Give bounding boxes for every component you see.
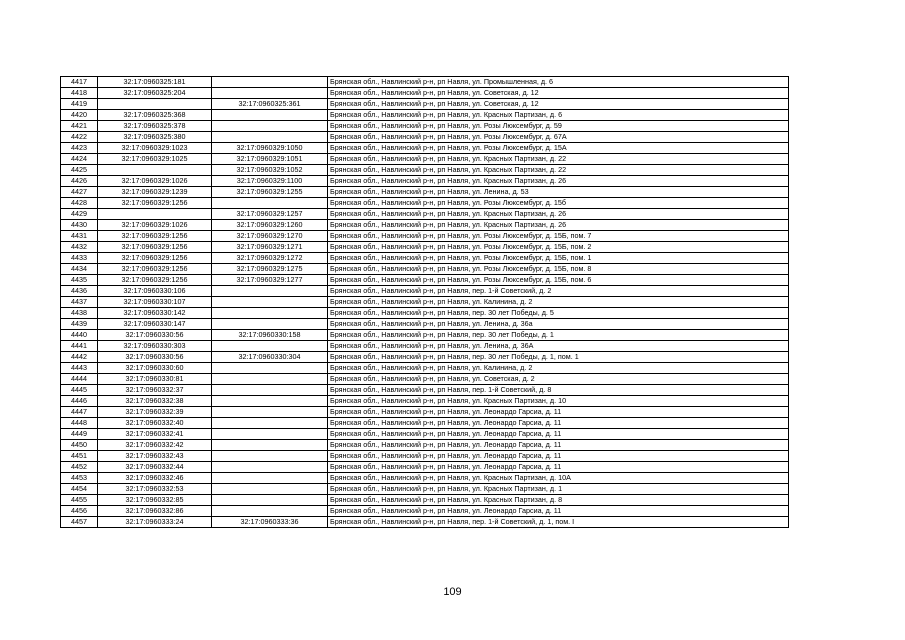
- linked-cadastral-number-cell: 32:17:0960329:1270: [212, 231, 328, 242]
- address-cell: Брянская обл., Навлинский р-н, рп Навля, ул. Розы Люксембург, д. 15Б, пом. 1: [328, 253, 789, 264]
- cadastral-number-cell: 32:17:0960330:81: [98, 374, 212, 385]
- row-number-cell: 4443: [61, 363, 98, 374]
- address-cell: Брянская обл., Навлинский р-н, рп Навля, ул. Красных Партизан, д. 26: [328, 209, 789, 220]
- address-cell: Брянская обл., Навлинский р-н, рп Навля, пер. 30 лет Победы, д. 5: [328, 308, 789, 319]
- address-cell: Брянская обл., Навлинский р-н, рп Навля, пер. 1-й Советский, д. 1, пом. I: [328, 517, 789, 528]
- row-number-cell: 4432: [61, 242, 98, 253]
- table-row: [61, 363, 789, 374]
- linked-cadastral-number-cell: [212, 297, 328, 308]
- row-number-cell: 4449: [61, 429, 98, 440]
- cadastral-number-cell: 32:17:0960330:147: [98, 319, 212, 330]
- row-number-cell: 4452: [61, 462, 98, 473]
- address-cell: Брянская обл., Навлинский р-н, рп Навля, ул. Ленина, д. 36а: [328, 319, 789, 330]
- address-cell: Брянская обл., Навлинский р-н, рп Навля, ул. Леонардо Гарсиа, д. 11: [328, 506, 789, 517]
- address-cell: Брянская обл., Навлинский р-н, рп Навля, ул. Леонардо Гарсиа, д. 11: [328, 429, 789, 440]
- address-cell: Брянская обл., Навлинский р-н, рп Навля, ул. Красных Партизан, д. 22: [328, 165, 789, 176]
- cadastral-number-cell: 32:17:0960332:53: [98, 484, 212, 495]
- cadastral-number-cell: 32:17:0960332:40: [98, 418, 212, 429]
- table-row: [61, 220, 789, 231]
- linked-cadastral-number-cell: 32:17:0960329:1277: [212, 275, 328, 286]
- row-number-cell: 4426: [61, 176, 98, 187]
- linked-cadastral-number-cell: 32:17:0960329:1257: [212, 209, 328, 220]
- table-row: [61, 165, 789, 176]
- cadastral-number-cell: [98, 99, 212, 110]
- cadastral-number-cell: 32:17:0960330:56: [98, 352, 212, 363]
- row-number-cell: 4445: [61, 385, 98, 396]
- row-number-cell: 4454: [61, 484, 98, 495]
- row-number-cell: 4439: [61, 319, 98, 330]
- address-cell: Брянская обл., Навлинский р-н, рп Навля, ул. Калинина, д. 2: [328, 297, 789, 308]
- linked-cadastral-number-cell: 32:17:0960329:1260: [212, 220, 328, 231]
- cadastral-number-cell: 32:17:0960332:42: [98, 440, 212, 451]
- linked-cadastral-number-cell: 32:17:0960329:1275: [212, 264, 328, 275]
- row-number-cell: 4421: [61, 121, 98, 132]
- table-row: [61, 517, 789, 528]
- table-row: [61, 484, 789, 495]
- linked-cadastral-number-cell: [212, 418, 328, 429]
- row-number-cell: 4436: [61, 286, 98, 297]
- cadastral-number-cell: 32:17:0960329:1025: [98, 154, 212, 165]
- row-number-cell: 4422: [61, 132, 98, 143]
- row-number-cell: 4423: [61, 143, 98, 154]
- cadastral-number-cell: 32:17:0960329:1026: [98, 176, 212, 187]
- row-number-cell: 4427: [61, 187, 98, 198]
- linked-cadastral-number-cell: [212, 495, 328, 506]
- row-number-cell: 4451: [61, 451, 98, 462]
- cadastral-number-cell: 32:17:0960329:1256: [98, 242, 212, 253]
- cadastral-number-cell: 32:17:0960329:1256: [98, 198, 212, 209]
- cadastral-number-cell: [98, 165, 212, 176]
- linked-cadastral-number-cell: 32:17:0960329:1100: [212, 176, 328, 187]
- address-cell: Брянская обл., Навлинский р-н, рп Навля, ул. Леонардо Гарсиа, д. 11: [328, 407, 789, 418]
- row-number-cell: 4456: [61, 506, 98, 517]
- address-cell: Брянская обл., Навлинский р-н, рп Навля, пер. 30 лет Победы, д. 1, пом. 1: [328, 352, 789, 363]
- cadastral-number-cell: 32:17:0960325:378: [98, 121, 212, 132]
- row-number-cell: 4417: [61, 77, 98, 88]
- table-row: [61, 143, 789, 154]
- linked-cadastral-number-cell: [212, 132, 328, 143]
- table-row: [61, 396, 789, 407]
- table-row: [61, 121, 789, 132]
- row-number-cell: 4448: [61, 418, 98, 429]
- cadastral-number-cell: 32:17:0960330:303: [98, 341, 212, 352]
- address-cell: Брянская обл., Навлинский р-н, рп Навля, ул. Красных Партизан, д. 8: [328, 495, 789, 506]
- table-row: [61, 99, 789, 110]
- table-row: [61, 352, 789, 363]
- row-number-cell: 4440: [61, 330, 98, 341]
- address-cell: Брянская обл., Навлинский р-н, рп Навля, ул. Розы Люксембург, д. 15А: [328, 143, 789, 154]
- table-row: [61, 495, 789, 506]
- table-row: [61, 462, 789, 473]
- cadastral-number-cell: 32:17:0960330:142: [98, 308, 212, 319]
- linked-cadastral-number-cell: [212, 484, 328, 495]
- row-number-cell: 4425: [61, 165, 98, 176]
- row-number-cell: 4433: [61, 253, 98, 264]
- address-cell: Брянская обл., Навлинский р-н, рп Навля, ул. Розы Люксембург, д. 15б: [328, 198, 789, 209]
- linked-cadastral-number-cell: 32:17:0960330:158: [212, 330, 328, 341]
- cadastral-number-cell: 32:17:0960329:1239: [98, 187, 212, 198]
- table-row: [61, 110, 789, 121]
- address-cell: Брянская обл., Навлинский р-н, рп Навля, ул. Леонардо Гарсиа, д. 11: [328, 418, 789, 429]
- table-row: [61, 187, 789, 198]
- linked-cadastral-number-cell: 32:17:0960329:1272: [212, 253, 328, 264]
- cadastral-number-cell: 32:17:0960330:106: [98, 286, 212, 297]
- cadastral-number-cell: 32:17:0960330:56: [98, 330, 212, 341]
- row-number-cell: 4453: [61, 473, 98, 484]
- linked-cadastral-number-cell: [212, 407, 328, 418]
- table-row: [61, 374, 789, 385]
- table-row: [61, 297, 789, 308]
- address-cell: Брянская обл., Навлинский р-н, рп Навля, ул. Красных Партизан, д. 6: [328, 110, 789, 121]
- linked-cadastral-number-cell: [212, 88, 328, 99]
- linked-cadastral-number-cell: 32:17:0960329:1255: [212, 187, 328, 198]
- cadastral-number-cell: 32:17:0960332:44: [98, 462, 212, 473]
- linked-cadastral-number-cell: [212, 440, 328, 451]
- address-cell: Брянская обл., Навлинский р-н, рп Навля, ул. Розы Люксембург, д. 15Б, пом. 6: [328, 275, 789, 286]
- address-cell: Брянская обл., Навлинский р-н, рп Навля, ул. Красных Партизан, д. 22: [328, 154, 789, 165]
- linked-cadastral-number-cell: 32:17:0960329:1271: [212, 242, 328, 253]
- table-row: [61, 264, 789, 275]
- table-row: [61, 286, 789, 297]
- table-row: [61, 231, 789, 242]
- cadastral-number-cell: 32:17:0960332:85: [98, 495, 212, 506]
- address-cell: Брянская обл., Навлинский р-н, рп Навля, ул. Ленина, д. 36А: [328, 341, 789, 352]
- address-cell: Брянская обл., Навлинский р-н, рп Навля, ул. Розы Люксембург, д. 15Б, пом. 8: [328, 264, 789, 275]
- linked-cadastral-number-cell: [212, 341, 328, 352]
- linked-cadastral-number-cell: [212, 396, 328, 407]
- cadastral-number-cell: 32:17:0960332:39: [98, 407, 212, 418]
- row-number-cell: 4442: [61, 352, 98, 363]
- linked-cadastral-number-cell: [212, 506, 328, 517]
- cadastral-number-cell: 32:17:0960325:368: [98, 110, 212, 121]
- address-cell: Брянская обл., Навлинский р-н, рп Навля, ул. Красных Партизан, д. 10А: [328, 473, 789, 484]
- row-number-cell: 4446: [61, 396, 98, 407]
- address-cell: Брянская обл., Навлинский р-н, рп Навля, ул. Красных Партизан, д. 26: [328, 176, 789, 187]
- cadastral-number-cell: 32:17:0960329:1256: [98, 253, 212, 264]
- table-row: [61, 451, 789, 462]
- address-cell: Брянская обл., Навлинский р-н, рп Навля, ул. Леонардо Гарсиа, д. 11: [328, 451, 789, 462]
- table-row: [61, 341, 789, 352]
- table-row: [61, 440, 789, 451]
- address-cell: Брянская обл., Навлинский р-н, рп Навля, ул. Калинина, д. 2: [328, 363, 789, 374]
- row-number-cell: 4441: [61, 341, 98, 352]
- table-row: [61, 253, 789, 264]
- registry-table: [60, 76, 789, 528]
- row-number-cell: 4455: [61, 495, 98, 506]
- address-cell: Брянская обл., Навлинский р-н, рп Навля, пер. 1-й Советский, д. 8: [328, 385, 789, 396]
- cadastral-number-cell: 32:17:0960325:204: [98, 88, 212, 99]
- table-row: [61, 88, 789, 99]
- linked-cadastral-number-cell: [212, 198, 328, 209]
- table-row: [61, 209, 789, 220]
- address-cell: Брянская обл., Навлинский р-н, рп Навля, ул. Советская, д. 12: [328, 99, 789, 110]
- cadastral-number-cell: 32:17:0960329:1026: [98, 220, 212, 231]
- linked-cadastral-number-cell: [212, 308, 328, 319]
- cadastral-number-cell: 32:17:0960329:1256: [98, 275, 212, 286]
- linked-cadastral-number-cell: 32:17:0960329:1051: [212, 154, 328, 165]
- address-cell: Брянская обл., Навлинский р-н, рп Навля, ул. Розы Люксембург, д. 59: [328, 121, 789, 132]
- row-number-cell: 4429: [61, 209, 98, 220]
- cadastral-number-cell: 32:17:0960332:43: [98, 451, 212, 462]
- address-cell: Брянская обл., Навлинский р-н, рп Навля, ул. Леонардо Гарсиа, д. 11: [328, 462, 789, 473]
- table-row: [61, 154, 789, 165]
- linked-cadastral-number-cell: 32:17:0960330:304: [212, 352, 328, 363]
- cadastral-number-cell: 32:17:0960329:1023: [98, 143, 212, 154]
- table-row: [61, 330, 789, 341]
- cadastral-number-cell: 32:17:0960329:1256: [98, 231, 212, 242]
- linked-cadastral-number-cell: [212, 429, 328, 440]
- linked-cadastral-number-cell: [212, 363, 328, 374]
- row-number-cell: 4428: [61, 198, 98, 209]
- address-cell: Брянская обл., Навлинский р-н, рп Навля, пер. 1-й Советский, д. 2: [328, 286, 789, 297]
- linked-cadastral-number-cell: 32:17:0960329:1050: [212, 143, 328, 154]
- linked-cadastral-number-cell: [212, 473, 328, 484]
- address-cell: Брянская обл., Навлинский р-н, рп Навля, ул. Советская, д. 12: [328, 88, 789, 99]
- table-row: [61, 429, 789, 440]
- linked-cadastral-number-cell: [212, 110, 328, 121]
- linked-cadastral-number-cell: [212, 451, 328, 462]
- cadastral-number-cell: [98, 209, 212, 220]
- row-number-cell: 4430: [61, 220, 98, 231]
- linked-cadastral-number-cell: [212, 385, 328, 396]
- cadastral-number-cell: 32:17:0960325:181: [98, 77, 212, 88]
- table-row: [61, 418, 789, 429]
- address-cell: Брянская обл., Навлинский р-н, рп Навля, ул. Красных Партизан, д. 1: [328, 484, 789, 495]
- linked-cadastral-number-cell: 32:17:0960333:36: [212, 517, 328, 528]
- row-number-cell: 4447: [61, 407, 98, 418]
- row-number-cell: 4418: [61, 88, 98, 99]
- linked-cadastral-number-cell: 32:17:0960329:1052: [212, 165, 328, 176]
- linked-cadastral-number-cell: [212, 374, 328, 385]
- table-row: [61, 198, 789, 209]
- address-cell: Брянская обл., Навлинский р-н, рп Навля, ул. Розы Люксембург, д. 15Б, пом. 2: [328, 242, 789, 253]
- row-number-cell: 4438: [61, 308, 98, 319]
- registry-table-body: [61, 77, 789, 528]
- address-cell: Брянская обл., Навлинский р-н, рп Навля, ул. Розы Люксембург, д. 67А: [328, 132, 789, 143]
- table-row: [61, 407, 789, 418]
- cadastral-number-cell: 32:17:0960330:107: [98, 297, 212, 308]
- table-row: [61, 319, 789, 330]
- linked-cadastral-number-cell: [212, 77, 328, 88]
- row-number-cell: 4457: [61, 517, 98, 528]
- address-cell: Брянская обл., Навлинский р-н, рп Навля, ул. Розы Люксембург, д. 15Б, пом. 7: [328, 231, 789, 242]
- row-number-cell: 4444: [61, 374, 98, 385]
- table-row: [61, 506, 789, 517]
- table-row: [61, 385, 789, 396]
- linked-cadastral-number-cell: [212, 286, 328, 297]
- address-cell: Брянская обл., Навлинский р-н, рп Навля, ул. Красных Партизан, д. 10: [328, 396, 789, 407]
- row-number-cell: 4437: [61, 297, 98, 308]
- address-cell: Брянская обл., Навлинский р-н, рп Навля, ул. Советская, д. 2: [328, 374, 789, 385]
- address-cell: Брянская обл., Навлинский р-н, рп Навля, пер. 30 лет Победы, д. 1: [328, 330, 789, 341]
- cadastral-number-cell: 32:17:0960332:86: [98, 506, 212, 517]
- row-number-cell: 4434: [61, 264, 98, 275]
- address-cell: Брянская обл., Навлинский р-н, рп Навля, ул. Леонардо Гарсиа, д. 11: [328, 440, 789, 451]
- cadastral-number-cell: 32:17:0960332:37: [98, 385, 212, 396]
- cadastral-number-cell: 32:17:0960329:1256: [98, 264, 212, 275]
- address-cell: Брянская обл., Навлинский р-н, рп Навля, ул. Ленина, д. 53: [328, 187, 789, 198]
- cadastral-number-cell: 32:17:0960325:380: [98, 132, 212, 143]
- linked-cadastral-number-cell: [212, 462, 328, 473]
- row-number-cell: 4420: [61, 110, 98, 121]
- linked-cadastral-number-cell: 32:17:0960325:361: [212, 99, 328, 110]
- table-row: [61, 176, 789, 187]
- table-row: [61, 473, 789, 484]
- row-number-cell: 4450: [61, 440, 98, 451]
- row-number-cell: 4419: [61, 99, 98, 110]
- linked-cadastral-number-cell: [212, 319, 328, 330]
- row-number-cell: 4435: [61, 275, 98, 286]
- address-cell: Брянская обл., Навлинский р-н, рп Навля, ул. Промышленная, д. 6: [328, 77, 789, 88]
- page-number: 109: [443, 586, 462, 598]
- cadastral-number-cell: 32:17:0960332:38: [98, 396, 212, 407]
- table-row: [61, 132, 789, 143]
- cadastral-number-cell: 32:17:0960332:41: [98, 429, 212, 440]
- table-row: [61, 77, 789, 88]
- cadastral-number-cell: 32:17:0960330:60: [98, 363, 212, 374]
- row-number-cell: 4424: [61, 154, 98, 165]
- cadastral-number-cell: 32:17:0960333:24: [98, 517, 212, 528]
- address-cell: Брянская обл., Навлинский р-н, рп Навля, ул. Красных Партизан, д. 26: [328, 220, 789, 231]
- table-row: [61, 275, 789, 286]
- cadastral-number-cell: 32:17:0960332:46: [98, 473, 212, 484]
- table-row: [61, 242, 789, 253]
- linked-cadastral-number-cell: [212, 121, 328, 132]
- table-row: [61, 308, 789, 319]
- row-number-cell: 4431: [61, 231, 98, 242]
